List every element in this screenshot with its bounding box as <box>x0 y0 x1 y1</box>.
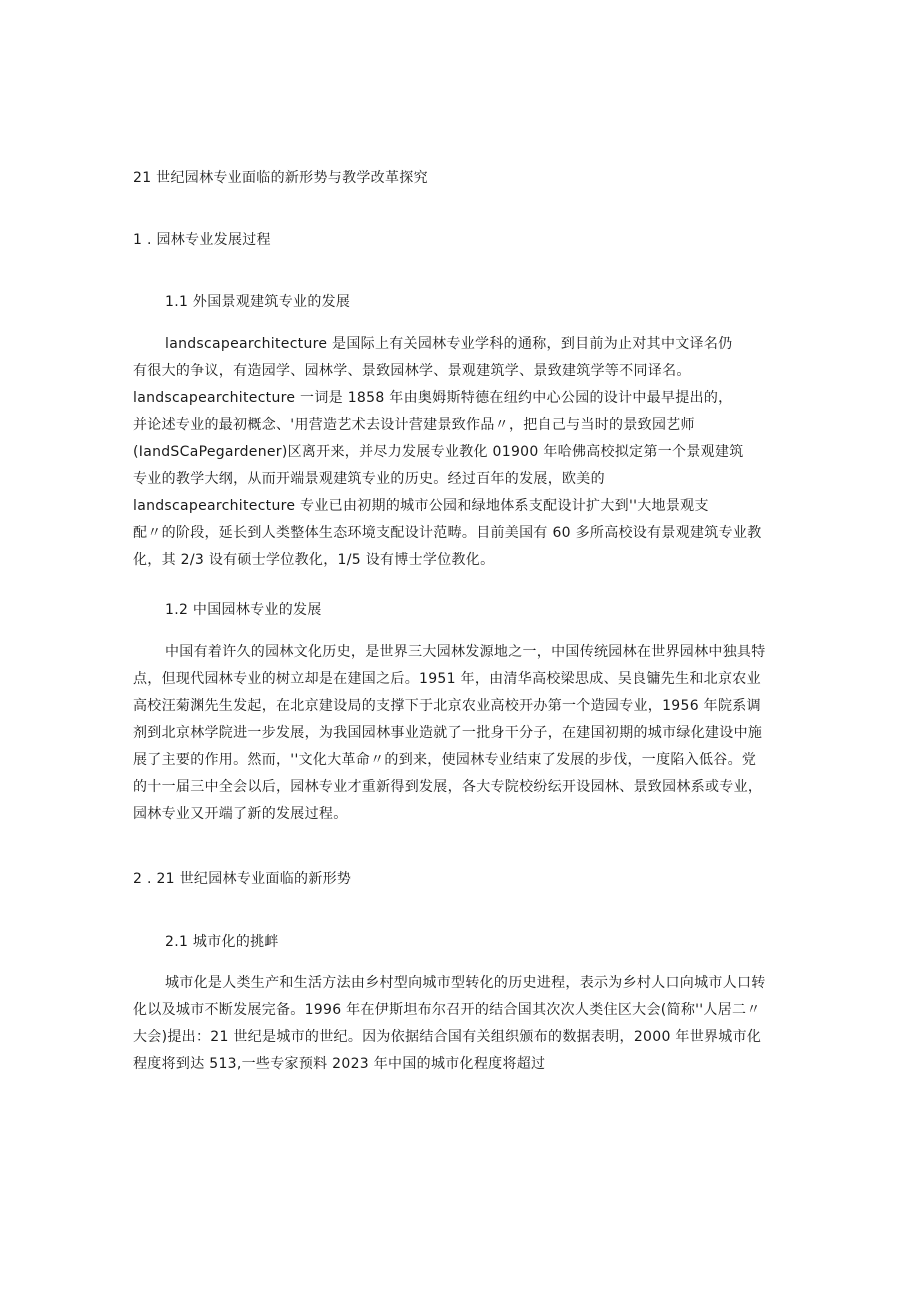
paragraph-line: landscapearchitecture 是国际上有关园林专业学科的通称，到目前为止对其中文译名仍 <box>165 336 733 352</box>
paragraph-line: 大会)提出：21 世纪是城市的世纪。因为依据结合国有关组织颁布的数据表明，2000 年世界城市化 <box>133 1029 762 1045</box>
subsection-1-1-heading: 1.1 外国景观建筑专业的发展 <box>165 294 351 310</box>
paragraph-line: 城市化是人类生产和生活方法由乡村型向城市型转化的历史进程，表示为乡村人口向城市人口转 <box>165 975 766 991</box>
paragraph-line: 剂到北京林学院进一步发展，为我国园林事业造就了一批身干分子，在建国初期的城市绿化建设中施 <box>133 725 763 741</box>
paragraph-line: 中国有着许久的园林文化历史，是世界三大园林发源地之一，中国传统园林在世界园林中独具特 <box>165 644 766 660</box>
paragraph-line: landscapearchitecture 专业已由初期的城市公园和绿地体系支配设计扩大到''大地景观支 <box>133 498 709 514</box>
subsection-1-2-heading: 1.2 中国园林专业的发展 <box>165 602 322 618</box>
paragraph-line: 高校汪菊渊先生发起，在北京建设局的支撑下于北京农业高校开办第一个造园专业，1956 年院系调 <box>133 698 761 714</box>
paragraph-line: 展了主要的作用。然而，''文化大革命〃的到来，使园林专业结束了发展的步伐，一度陷入低谷。党 <box>133 752 757 768</box>
paragraph-line: 并论述专业的最初概念、'用营造艺术去设计营建景致作品〃，把自己与当时的景致园艺师 <box>133 417 695 433</box>
paragraph-line: 专业的教学大纲，从而开端景观建筑专业的历史。经过百年的发展，欧美的 <box>133 471 605 487</box>
paragraph-line: landscapearchitecture 一词是 1858 年由奥姆斯特德在纽约中心公园的设计中最早提出的， <box>133 390 733 406</box>
paragraph-line: 化，其 2/3 设有硕士学位教化，1/5 设有博士学位教化。 <box>133 552 495 568</box>
paragraph-line: 园林专业又开端了新的发展过程。 <box>133 806 348 822</box>
paragraph-line: 配〃的阶段，延长到人类整体生态环境支配设计范畴。目前美国有 60 多所高校设有景观建筑专业教 <box>133 525 762 541</box>
document-title: 21 世纪园林专业面临的新形势与教学改革探究 <box>133 170 428 186</box>
section-2-heading: 2 . 21 世纪园林专业面临的新形势 <box>133 871 352 887</box>
paragraph-line: (IandSCaPegardener)区离开来，并尽力发展专业教化 01900 年哈佛高校拟定第一个景观建筑 <box>133 444 744 460</box>
subsection-2-1-heading: 2.1 城市化的挑衅 <box>165 934 279 950</box>
paragraph-line: 程度将到达 513,一些专家预料 2023 年中国的城市化程度将超过 <box>133 1056 546 1072</box>
section-1-heading: 1 . 园林专业发展过程 <box>133 232 271 248</box>
paragraph-line: 化以及城市不断发展完备。1996 年在伊斯坦布尔召开的结合国其次次人类住区大会(简称''人居二〃 <box>133 1002 761 1018</box>
paragraph-line: 有很大的争议，有造园学、园林学、景致园林学、景观建筑学、景致建筑学等不同译名。 <box>133 363 691 379</box>
paragraph-line: 点，但现代园林专业的树立却是在建国之后。1951 年，由清华高校梁思成、吴良镛先生和北京农业 <box>133 671 761 687</box>
paragraph-line: 的十一届三中全会以后，园林专业才重新得到发展，各大专院校纷纭开设园林、景致园林系或专业， <box>133 779 763 795</box>
